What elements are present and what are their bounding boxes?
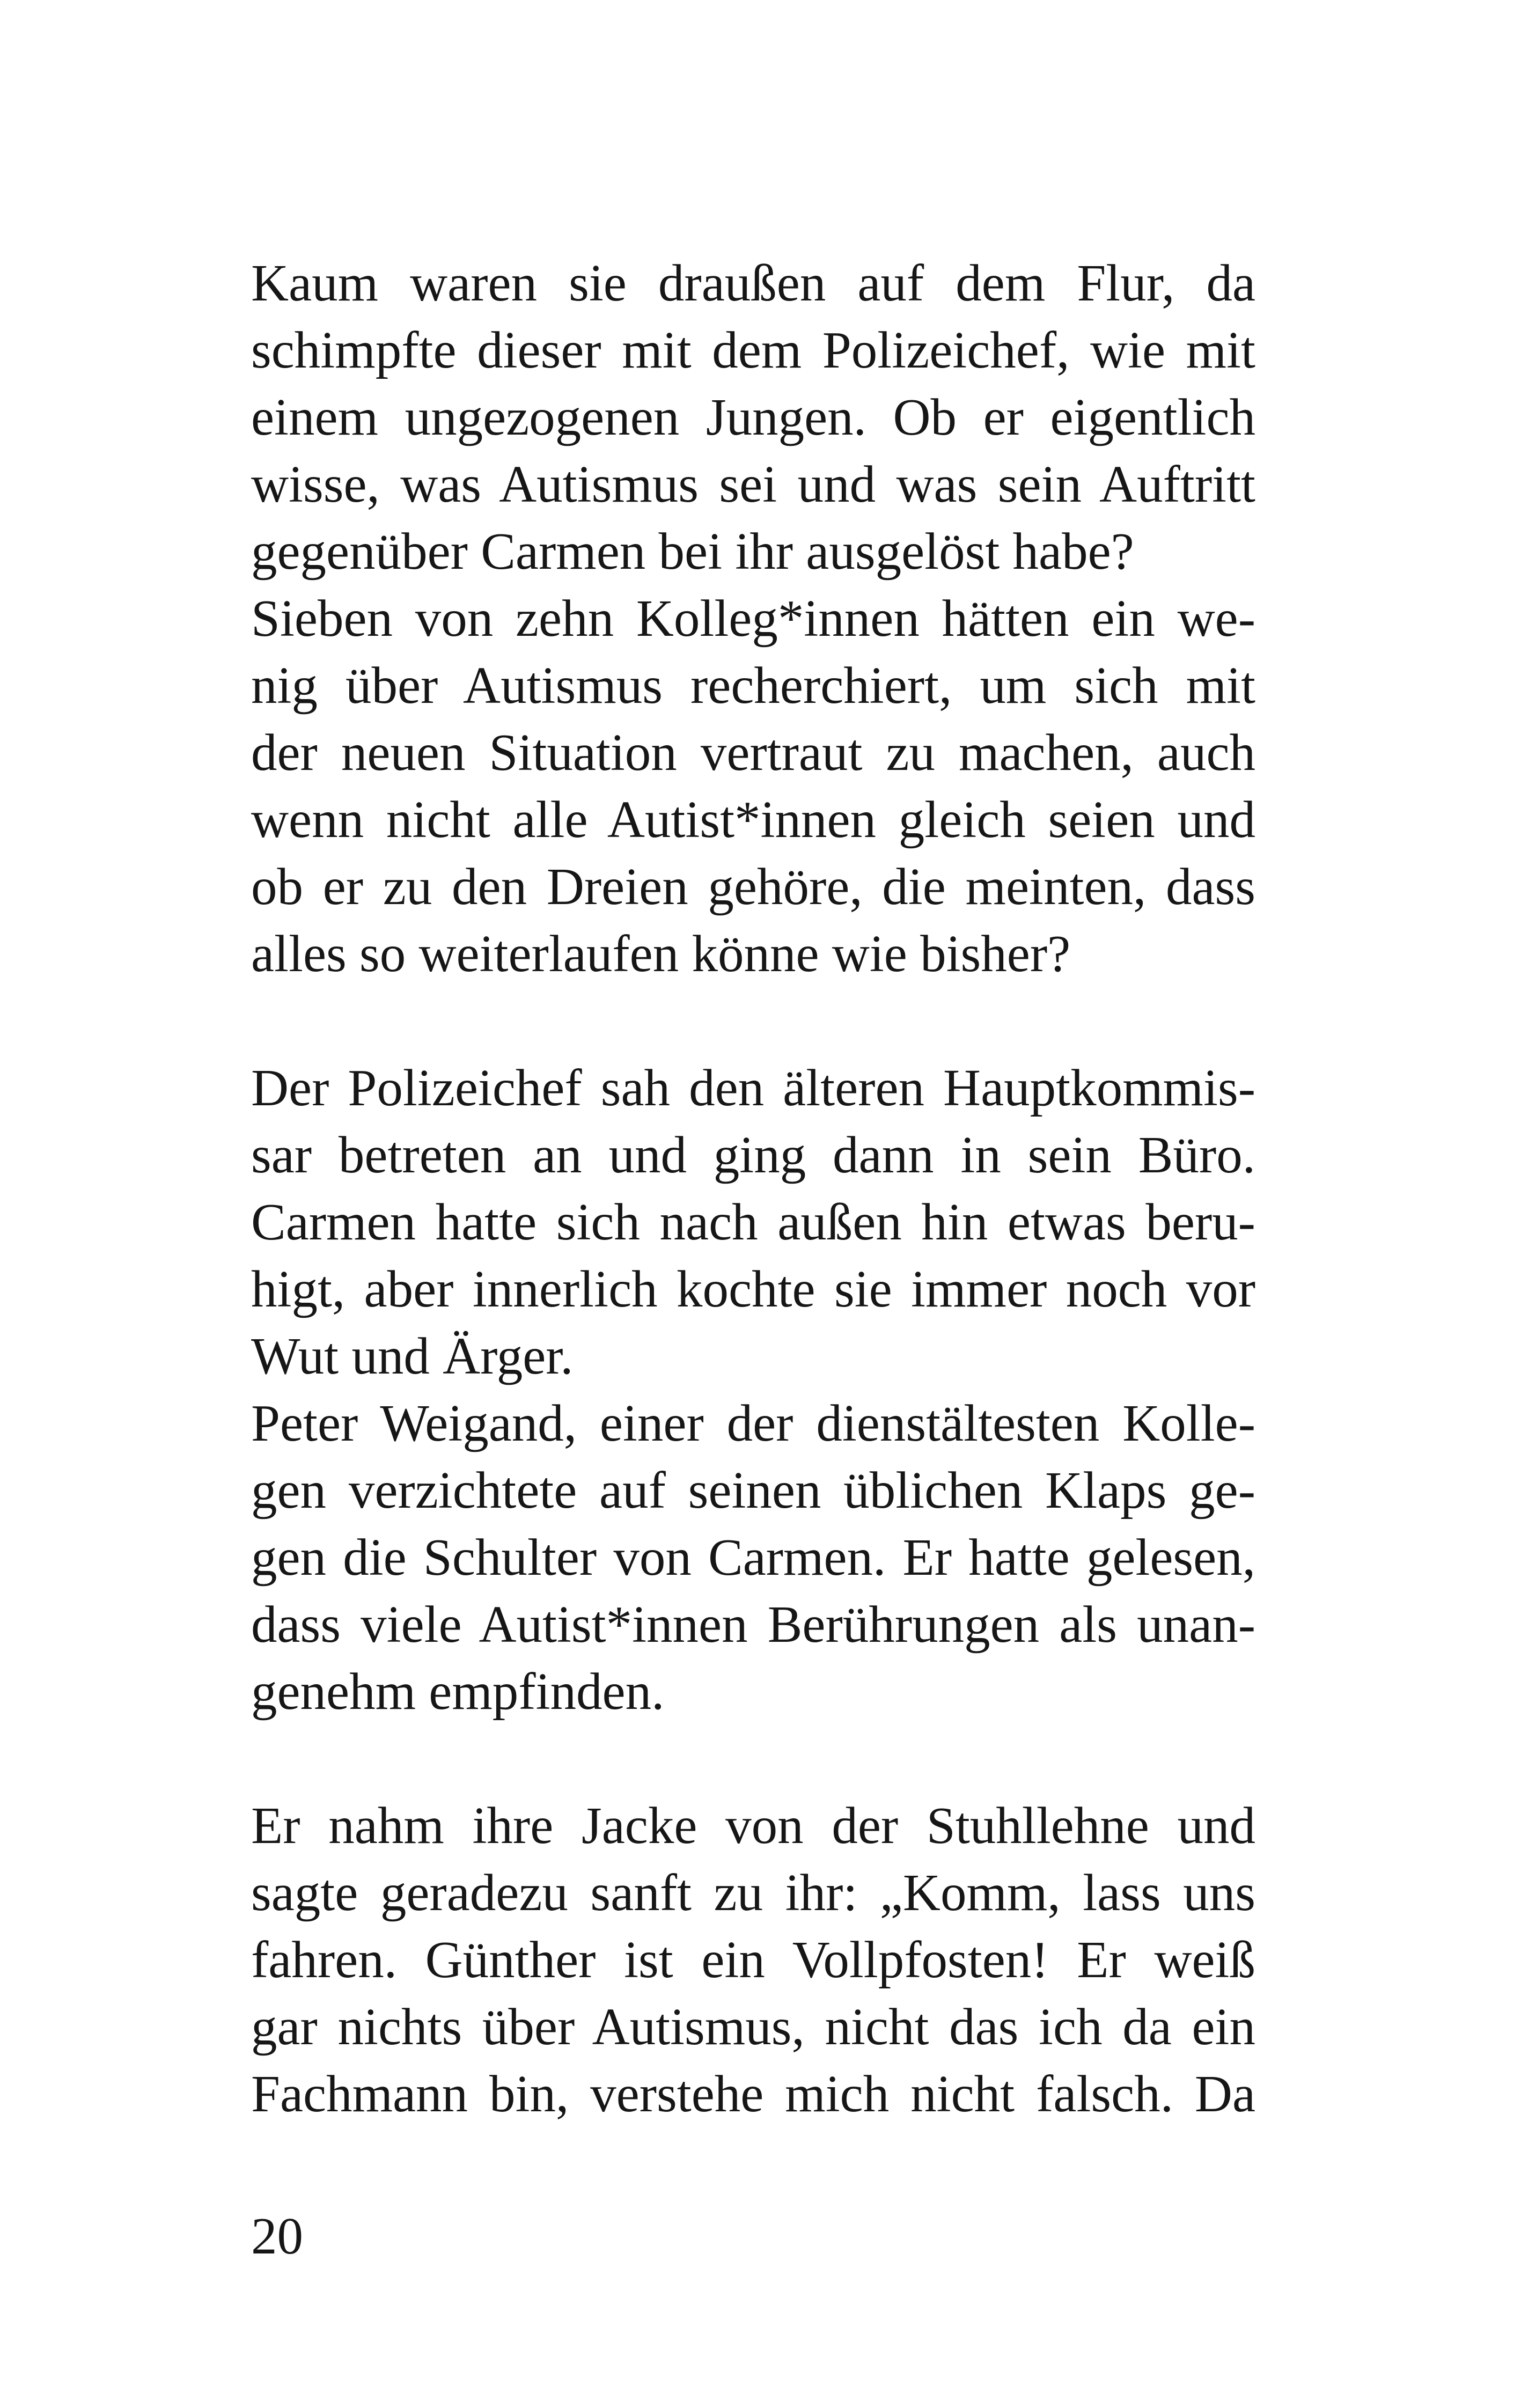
- page-number: 20: [251, 2207, 303, 2265]
- text-line: gegenüber Carmen bei ihr ausgelöst habe?: [251, 523, 1134, 580]
- text-line: gar nichts über Autismus, nicht das ich da ein: [251, 1998, 1255, 2055]
- text-line: Kaum waren sie draußen auf dem Flur, da: [251, 254, 1255, 312]
- text-line: der neuen Situation vertraut zu machen, auch: [251, 724, 1255, 781]
- text-line: ob er zu den Dreien gehöre, die meinten, dass: [251, 858, 1255, 915]
- text-line: fahren. Günther ist ein Vollpfosten! Er weiß: [251, 1931, 1255, 1988]
- text-line: nig über Autismus recherchiert, um sich mit: [251, 657, 1255, 714]
- text-line: Er nahm ihre Jacke von der Stuhllehne und: [251, 1797, 1255, 1854]
- text-line: wenn nicht alle Autist*innen gleich seien und: [251, 791, 1255, 848]
- text-line: einem ungezogenen Jungen. Ob er eigentlich: [251, 388, 1255, 446]
- text-line: Peter Weigand, einer der dienstältesten Kolle-: [251, 1394, 1255, 1452]
- text-line: Fachmann bin, verstehe mich nicht falsch. Da: [251, 2065, 1255, 2123]
- text-line: sagte geradezu sanft zu ihr: „Komm, lass uns: [251, 1864, 1255, 1921]
- body-text: [251, 249, 1255, 2127]
- text-line: dass viele Autist*innen Berührungen als unan-: [251, 1596, 1255, 1653]
- text-line: genehm empfinden.: [251, 1663, 665, 1720]
- text-line: Der Polizeichef sah den älteren Hauptkommis-: [251, 1059, 1255, 1117]
- paragraph-gap: [251, 1725, 1255, 1792]
- text-line: wisse, was Autismus sei und was sein Auftritt: [251, 456, 1255, 513]
- text-line: higt, aber innerlich kochte sie immer noch vor: [251, 1260, 1255, 1318]
- text-line: Sieben von zehn Kolleg*innen hätten ein we-: [251, 590, 1255, 647]
- text-line: Carmen hatte sich nach außen hin etwas beru-: [251, 1193, 1255, 1251]
- text-line: gen die Schulter von Carmen. Er hatte gelesen,: [251, 1529, 1255, 1586]
- text-line: Wut und Ärger.: [251, 1327, 574, 1385]
- paragraph-gap: [251, 987, 1255, 1054]
- text-line: alles so weiterlaufen könne wie bisher?: [251, 925, 1071, 982]
- text-line: schimpfte dieser mit dem Polizeichef, wie mit: [251, 321, 1255, 379]
- text-line: gen verzichtete auf seinen üblichen Klaps ge-: [251, 1462, 1255, 1519]
- text-line: sar betreten an und ging dann in sein Büro.: [251, 1126, 1255, 1184]
